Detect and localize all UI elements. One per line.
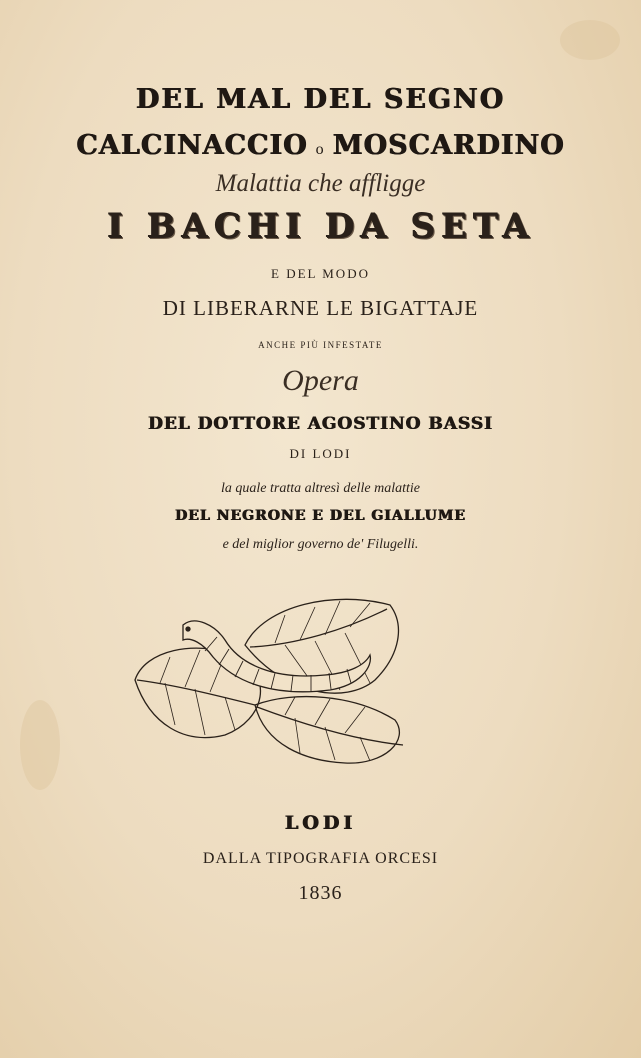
imprint-place: LODI (284, 812, 357, 834)
silkworm-illustration (125, 585, 435, 770)
opera-script: Opera (282, 364, 359, 397)
subtitle-script: Malattia che affligge (215, 170, 426, 197)
paper-stain (20, 700, 60, 790)
italic-note-1: la quale tratta altresì delle malattie (221, 481, 420, 496)
diseases-line: DEL NEGRONE E DEL GIALLUME (175, 508, 466, 524)
silkworm-body (183, 621, 370, 692)
title-line-2 (0, 130, 641, 161)
imprint-year: 1836 (298, 882, 343, 904)
subtitle-infestate: ANCHE PIÙ INFESTATE (258, 340, 383, 350)
imprint-printer: DALLA TIPOGRAFIA ORCESI (202, 850, 439, 867)
title-bachi-da-seta: I BACHI DA SETA (106, 206, 535, 246)
subtitle-bigattaje: DI LIBERARNE LE BIGATTAJE (162, 296, 479, 320)
paper-stain (560, 20, 620, 60)
title-conjunction: o (315, 141, 325, 158)
author-origin: DI LODI (289, 446, 352, 461)
author-line: DEL DOTTORE AGOSTINO BASSI (148, 414, 493, 434)
italic-note-2: e del miglior governo de' Filugelli. (222, 537, 419, 552)
title-word-moscardino: MOSCARDINO (332, 130, 565, 161)
title-line-1: DEL MAL DEL SEGNO (135, 84, 506, 115)
subtitle-del-modo: E DEL MODO (271, 266, 370, 281)
title-word-calcinaccio: CALCINACCIO (76, 130, 308, 161)
